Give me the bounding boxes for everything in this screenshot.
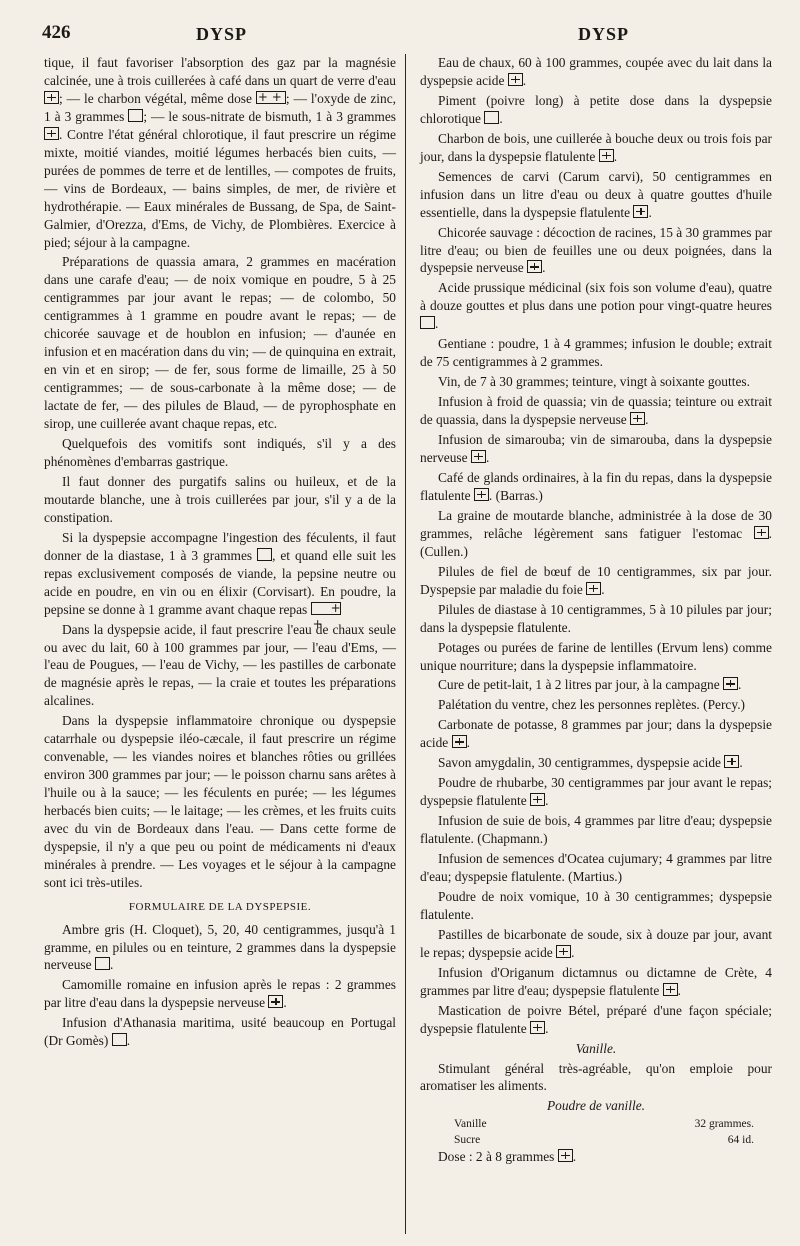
recipe-row [454,1117,754,1132]
formula-entry: Stimulant général très-agréable, qu'on emploie pour aromatiser les aliments. [420,1060,772,1094]
plus-box-icon [44,127,59,140]
plus-box-icon [723,677,738,690]
formula-entry: Infusion de simarouba; vin de simarouba, dans la dyspepsie nerveuse . [420,432,772,466]
formula-entry: Eau de chaux, 60 à 100 grammes, coupée avec du lait dans la dyspepsie acide . [420,55,772,88]
page-number: 426 [42,22,71,43]
formula-entry: Ambre gris (H. Cloquet), 5, 20, 40 centigrammes, jusqu'à 1 gramme, en pilules ou en teinture, 2 grammes dans la dyspepsie nerveuse . [44,921,396,973]
plus-box-icon [508,73,523,86]
formula-entry: Cure de petit-lait, 1 à 2 litres par jour, à la campagne . [438,677,742,693]
formula-entry: Infusion d'Origanum dictamnus ou dictamne de Crète, 4 grammes par litre d'eau; dyspepsie flatulente . [420,964,772,998]
paragraph: Dans la dyspepsie inflammatoire chronique ou dyspepsie catarrhale ou dyspepsie iléo-cæcale, il faut prescrire un régime convenable, — les viandes noires et blanches rôties ou grillées environ 300 grammes par jour; — le poisson charnu sans arêtes à l'huile ou à la sauce; — les féculents en purée; — les légumes herbacés bien cuits; — le laitage; — les crèmes, et les fruits cuits avec du vin de Bordeaux dans l'eau. — Dans cette forme de dyspepsie, il n'y a que peu ou point de médicaments ni d'eaux minérales à prendre. — Les voyages et le séjour à la campagne sont ici très-utiles. [44,713,396,890]
subheading-poudre-vanille: Poudre de vanille. [546,1098,646,1114]
formula-entry: Gentiane : poudre, 1 à 4 grammes; infusion le double; extrait de 75 centigrammes à 2 grammes. [420,336,772,370]
formula-entry: La graine de moutarde blanche, administrée à la dose de 30 grammes, relâche légèrement sans fatiguer l'estomac . (Cullen.) [420,507,772,559]
plus-box-icon [530,1021,545,1034]
plus-box-icon [268,995,283,1008]
plus-box-icon [474,488,489,501]
paragraph: Dans la dyspepsie acide, il faut prescrire l'eau de chaux seule ou avec du lait, 60 à 100 grammes par jour, — l'eau d'Ems, — l'eau de Pougues, — l'eau de Vichy, — les pastilles de carbonate de magnésie après le repas, — la craie et toutes les préparations alcalines. [44,621,396,709]
formula-entry: Chicorée sauvage : décoction de racines, 15 à 30 grammes par litre d'eau; ou bien de feuilles une ou deux poignées, dans la dyspepsie nerveuse . [420,224,772,276]
recipe-quantity: 64 id. [727,1133,754,1146]
formula-entry: Camomille romaine en infusion après le repas : 2 grammes par litre d'eau dans la dyspepsie nerveuse . [44,977,396,1011]
left-column [44,54,396,1052]
formula-entry: Infusion de suie de bois, 4 grammes par litre d'eau; dyspepsie flatulente. (Chapmann.) [420,813,772,847]
recipe-list [454,1117,772,1148]
plus-box-icon [633,205,648,218]
formula-entry: Infusion à froid de quassia; vin de quassia; teinture ou extrait de quassia, dans la dyspepsie nerveuse . [420,394,772,428]
formula-entry: Potages ou purées de farine de lentilles (Ervum lens) comme unique nourriture; dans la dyspepsie inflammatoire. [420,639,772,673]
dose-line: Dose : 2 à 8 grammes . [438,1149,577,1165]
formula-entry: Infusion de semences d'Ocatea cujumary; 4 grammes par litre d'eau; dyspepsie flatulente. (Martius.) [420,851,772,884]
formula-entry: Savon amygdalin, 30 centigrammes, dyspepsie acide . [438,755,743,771]
empty-box-icon [112,1033,127,1046]
empty-box-icon [257,548,272,561]
plus-box-icon [599,149,614,162]
formula-entry: Poudre de rhubarbe, 30 centigrammes par jour avant le repas; dyspepsie flatulente . [420,775,772,809]
plus-box-icon [754,526,769,539]
formula-entry: Carbonate de potasse, 8 grammes par jour; dans la dyspepsie acide . [420,717,772,751]
paragraph: Si la dyspepsie accompagne l'ingestion des féculents, il faut donner de la diastase, 1 à 3 grammes , et quand elle suit les repas exclusivement composés de viande, la pepsine neutre ou acide en poudre, en vin ou en élixir (Corvisart). En poudre, la pepsine se donne à 1 gramme avant chaque repas + + [44,529,396,619]
paragraph: Quelquefois des vomitifs sont indiqués, s'il y a des phénomènes d'embarras gastrique. [44,436,396,469]
formula-entry: Café de glands ordinaires, à la fin du repas, dans la dyspepsie flatulente . (Barras.) [420,469,772,503]
formula-entry: Palétation du ventre, chez les personnes replètes. (Percy.) [438,697,745,713]
plus-box-icon [527,260,542,273]
double-plus-box-icon [256,91,286,104]
right-column [420,54,772,1168]
empty-box-icon [420,316,435,329]
formula-entry: Charbon de bois, une cuillerée à bouche deux ou trois fois par jour, dans la dyspepsie flatulente . [420,130,772,164]
empty-box-icon [95,957,110,970]
formula-entry: Pilules de diastase à 10 centigrammes, 5 à 10 pilules par jour; dans la dyspepsie flatulente. [420,601,772,635]
recipe-ingredient: Sucre [454,1133,481,1146]
paragraph: Préparations de quassia amara, 2 grammes en macération dans une carafe d'eau; — de noix vomique en poudre, 5 à 25 centigrammes par jour avant le repas; — de colombo, 50 centigrammes à 1 gramme en poudre avant le repas; — de chicorée sauvage et de houblon en infusion; — d'aunée en infusion et en macération dans du vin; — de quinquina en extrait, en vin et en sirop; — de fer, sous forme de limaille, 25 à 50 centigrammes; — de sous-carbonate à la même dose; — de lactate de fer, — des pilules de Blaud, — de pyrophosphate en sirop, une cuillerée avant chaque repas, etc. [44,254,396,432]
recipe-quantity: 32 grammes. [694,1118,754,1131]
header-word-left: DYSP [196,24,248,44]
running-header [0,18,800,48]
plus-box-icon [556,945,571,958]
recipe-ingredient: Vanille [454,1118,487,1131]
recipe-row [454,1133,754,1148]
plus-box-icon [44,91,59,104]
formula-entry: Vin, de 7 à 30 grammes; teinture, vingt à soixante gouttes. [438,374,750,390]
paragraph: tique, il faut favoriser l'absorption des gaz par la magnésie calcinée, une à trois cuillerées à café dans un quart de verre d'eau ; — le charbon végétal, même dose + + ; — l'oxyde de zinc, 1 à 3 grammes ; — le sous-nitrate de bismuth, 1 à 3 grammes . Contre l'état général chlorotique, il faut prescrire un régime mixte, moitié viandes, moitié légumes herbacés bien cuits, — purées de pommes de terre et de lentilles, — compotes de fruits, — vins de Bordeaux, — bains simples, de mer, de rivière et hydrothérapie. — Eaux minérales de Bussang, de Spa, de Saint-Galmier, d'Orezza, d'Ems, de Vichy, de Plombières. Exercice à pied; séjour à la campagne. [44,54,396,251]
formula-entry: Piment (poivre long) à petite dose dans la dyspepsie chlorotique . [420,92,772,126]
double-plus-box-icon [311,602,341,615]
plus-box-icon [530,793,545,806]
plus-box-icon [558,1149,573,1162]
formula-entry: Semences de carvi (Carum carvi), 50 centigrammes en infusion dans un litre d'eau ou deux à quatre gouttes d'huile essentielle, dans la dyspepsie flatulente . [420,168,772,220]
empty-box-icon [128,109,143,122]
column-divider [405,54,406,1234]
plus-box-icon [724,755,739,768]
empty-box-icon [484,111,499,124]
plus-box-icon [630,412,645,425]
formula-entry: Pilules de fiel de bœuf de 10 centigrammes, six par jour. Dyspepsie par maladie du foie . [420,563,772,597]
plus-box-icon [452,735,467,748]
plus-box-icon [663,983,678,996]
formula-entry: Pastilles de bicarbonate de soude, six à douze par jour, avant le repas; dyspepsie acide . [420,926,772,960]
plus-box-icon [471,450,486,463]
formula-entry: Poudre de noix vomique, 10 à 30 centigrammes; dyspepsie flatulente. [420,888,772,922]
formula-entry: Acide prussique médicinal (six fois son volume d'eau), quatre à douze gouttes et plus dans une potion pour vingt-quatre heures . [420,280,772,332]
section-title: FORMULAIRE DE LA DYSPEPSIE. [128,900,312,913]
plus-box-icon [586,582,601,595]
formula-entry: Mastication de poivre Bétel, préparé d'une façon spéciale; dyspepsie flatulente . [420,1002,772,1036]
subheading-vanille: Vanille. [575,1040,617,1056]
formula-entry: Infusion d'Athanasia maritima, usité beaucoup en Portugal (Dr Gomès) . [44,1015,396,1049]
header-word-right: DYSP [578,24,630,44]
paragraph: Il faut donner des purgatifs salins ou huileux, et de la moutarde blanche, une à trois cuillerées par jour, s'il y a de la constipation. [44,473,396,525]
